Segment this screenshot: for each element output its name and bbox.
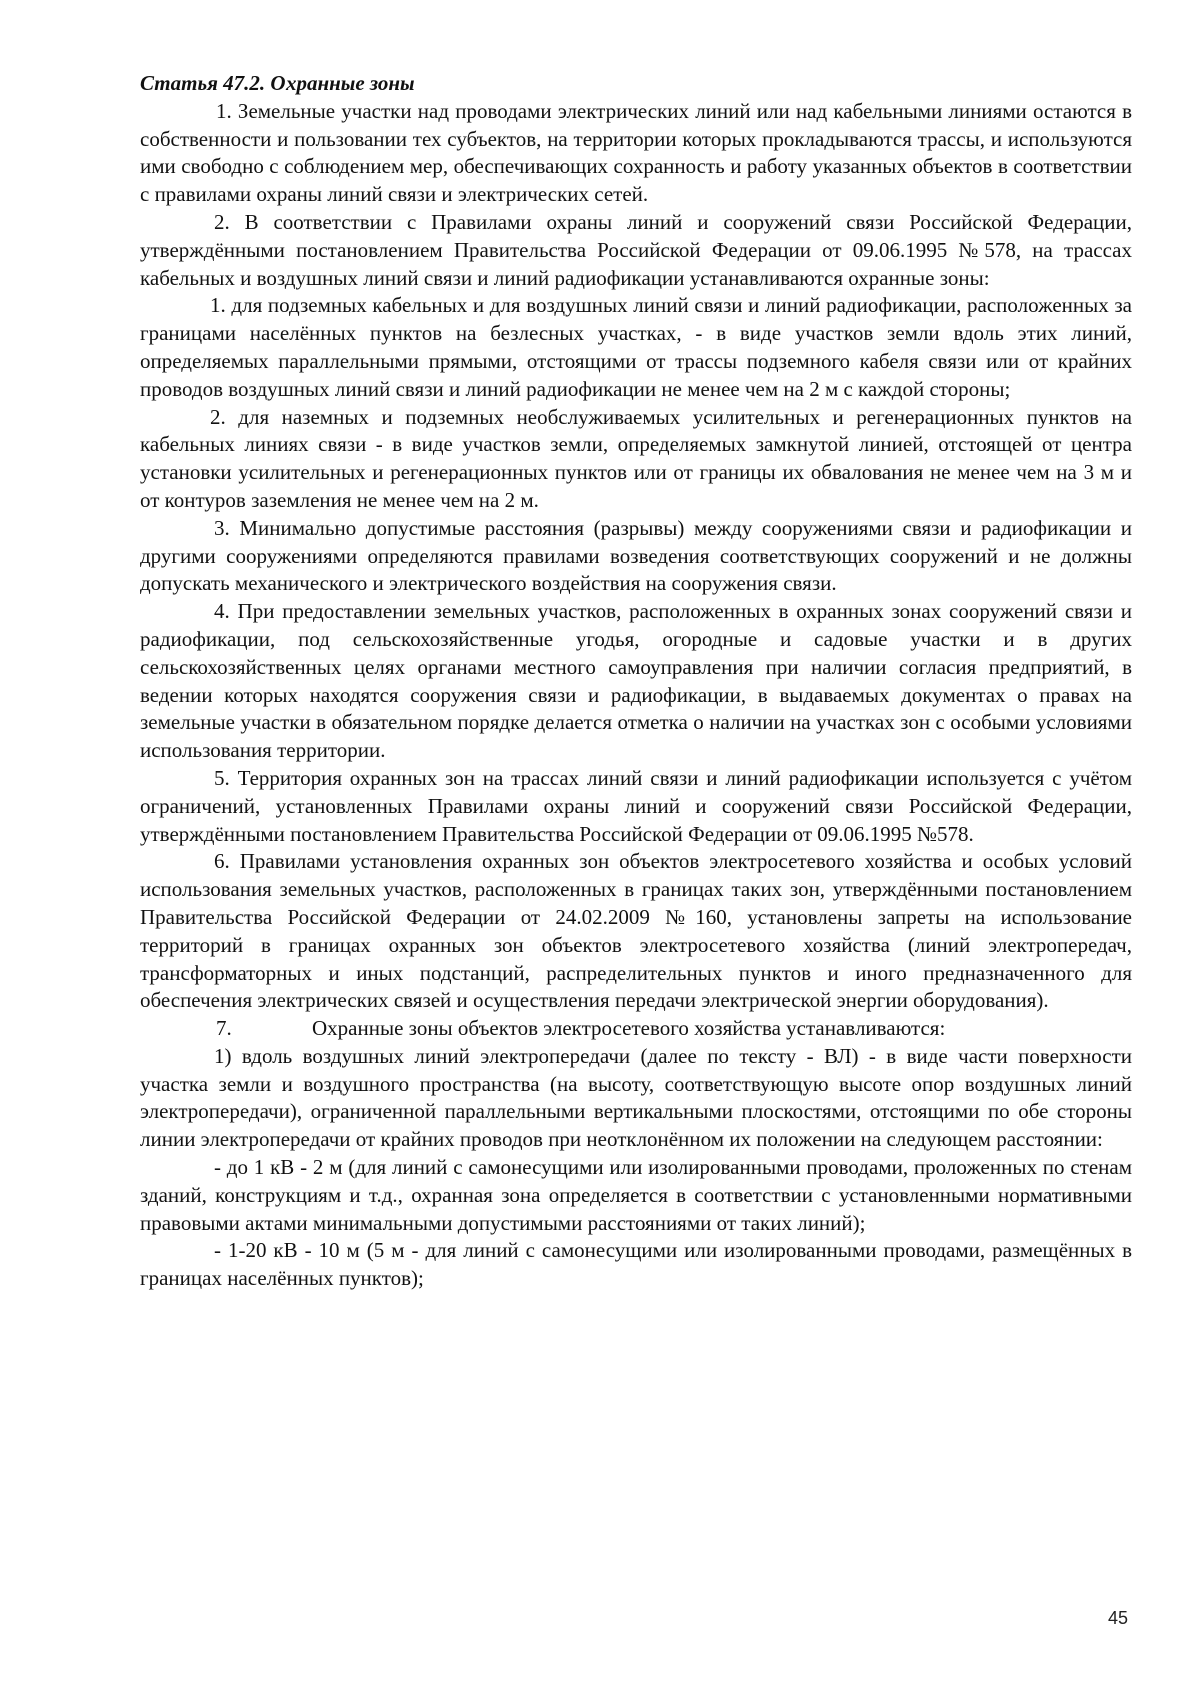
paragraph-1: 1. Земельные участки над проводами электрических линий или над кабельными линиями остаются в собственности и пользовании тех субъектов, на территории которых прокладываются трассы, и используются ими свободно с соблюдением мер, обеспечивающих сохранность и работу указанных объектов в соответствии с правилами охраны линий связи и электрических сетей. [140, 98, 1132, 207]
paragraph-3: 3. Минимально допустимые расстояния (разрывы) между сооружениями связи и радиофикации и другими сооружениями определяются правилами возведения соответствующих сооружений и не должны допускать механического и электрического воздействия на сооружения связи. [140, 515, 1132, 596]
paragraph-7-item-1: 1) вдоль воздушных линий электропередачи (далее по тексту - ВЛ) - в виде части поверхности участка земли и воздушного пространства (на высоту, соответствующую высоте опор воздушных линий электропередачи), ограниченной параллельными вертикальными плоскостями, отстоящими по обе стороны линии электропередачи от крайних проводов при неотклонённом их положении на следующем расстоянии: [140, 1043, 1132, 1152]
paragraph-2: 2. В соответствии с Правилами охраны линий и сооружений связи Российской Федерации, утверждёнными постановлением Правительства Российской Федерации от 09.06.1995 №578, на трассах кабельных и воздушных линий связи и линий радиофикации устанавливаются охранные зоны: [140, 209, 1132, 290]
paragraph-2-item-2: 2. для наземных и подземных необслуживаемых усилительных и регенерационных пунктов на кабельных линиях связи - в виде участков земли, определяемых замкнутой линией, отстоящей от центра установки усилительных и регенерационных пунктов или от границы их обвалования не менее чем на 3 м и от контуров заземления не менее чем на 2 м. [140, 404, 1132, 512]
page-number: 45 [1108, 1608, 1129, 1628]
paragraph-6: 6. Правилами установления охранных зон объектов электросетевого хозяйства и особых условий использования земельных участков, расположенных в границах таких зон, утверждёнными постановлением Правительства Российской Федерации от 24.02.2009 №160, установлены запреты на использование территорий в границах охранных зон объектов электросетевого хозяйства (линий электропередач, трансформаторных и иных подстанций, распределительных пунктов и иного предназначенного для обеспечения электрических связей и осуществления передачи электрической энергии оборудования). [140, 849, 1132, 1013]
paragraph-7-number: 7. [216, 1016, 232, 1041]
paragraph-5: 5. Территория охранных зон на трассах линий связи и линий радиофикации используется с учётом ограничений, установленных Правилами охраны линий и сооружений связи Российской Федерации, утверждёнными постановлением Правительства Российской Федерации от 09.06.1995 №578. [140, 765, 1132, 846]
voltage-item-up-to-1kv: - до 1 кВ - 2 м (для линий с самонесущими или изолированными проводами, проложенных по стенам зданий, конструкциям и т.д., охранная зона определяется в соответствии с установленными нормативными правовыми актами минимальными допустимыми расстояниями от таких линий); [140, 1155, 1132, 1235]
article-title: Статья 47.2. Охранные зоны [140, 71, 415, 95]
document-body [140, 70, 1132, 1293]
voltage-item-1-20kv: - 1-20 кВ - 10 м (5 м - для линий с самонесущими или изолированными проводами, размещённых в границах населённых пунктов); [140, 1238, 1132, 1291]
paragraph-4: 4. При предоставлении земельных участков, расположенных в охранных зонах сооружений связи и радиофикации, под сельскохозяйственные угодья, огородные и садовые участки и в других сельскохозяйственных целях органами местного самоуправления при наличии согласия предприятий, в ведении которых находятся сооружения связи и радиофикации, в выдаваемых документах о правах на земельные участки в обязательном порядке делается отметка о наличии на участках зон с особыми условиями использования территории. [140, 599, 1132, 763]
paragraph-2-item-1: 1. для подземных кабельных и для воздушных линий связи и линий радиофикации, расположенных за границами населённых пунктов на безлесных участках, - в виде участков земли вдоль этих линий, определяемых параллельными прямыми, отстоящими от трассы подземного кабеля связи или от крайних проводов воздушных линий связи и линий радиофикации не менее чем на 2 м с каждой стороны; [140, 293, 1132, 401]
paragraph-7-text: Охранные зоны объектов электросетевого хозяйства устанавливаются: [312, 1016, 946, 1041]
paragraph-7 [140, 1015, 1132, 1043]
